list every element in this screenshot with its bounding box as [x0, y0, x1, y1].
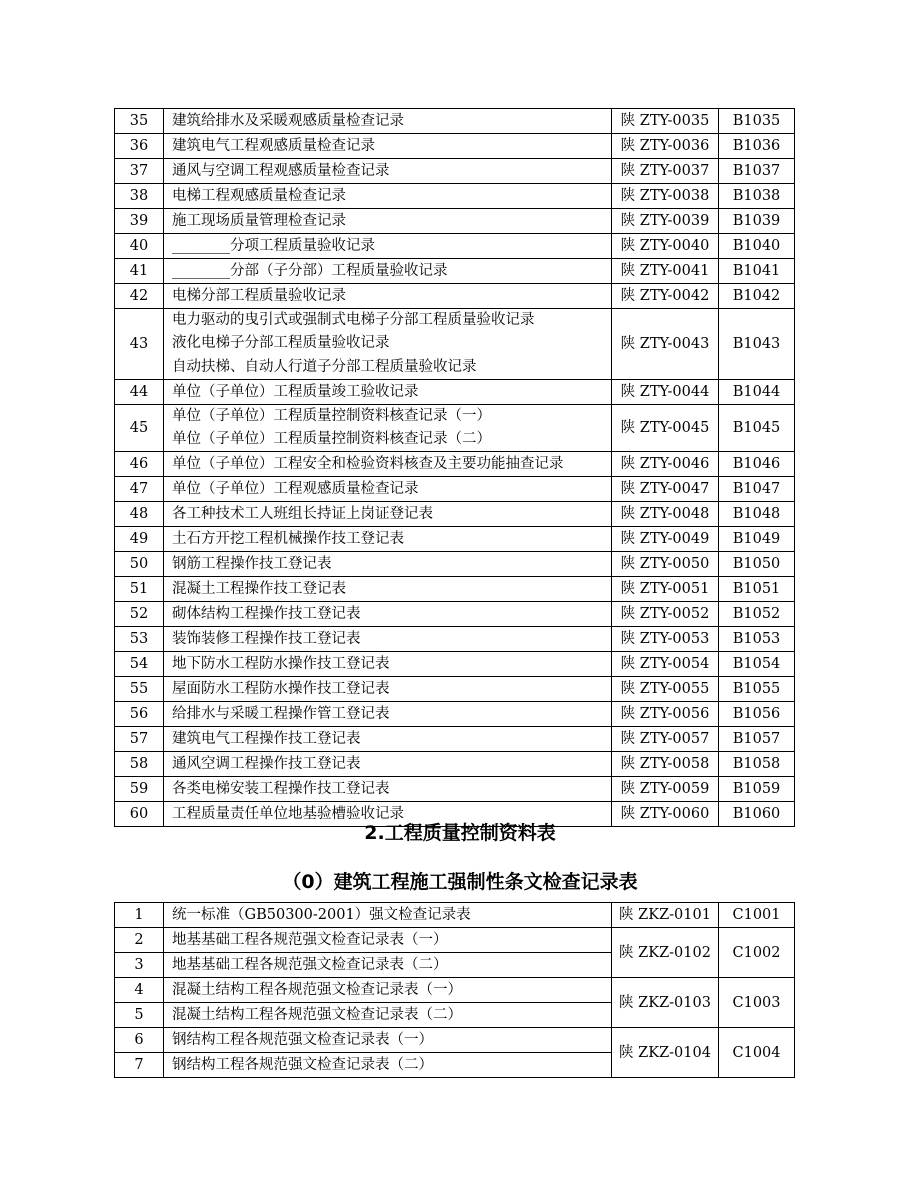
record-title — [164, 309, 612, 380]
table-row — [115, 702, 795, 727]
record-title: 地基基础工程各规范强文检查记录表（二） — [164, 953, 612, 978]
form-code: 陕 ZTY-0052 — [612, 602, 719, 627]
form-code: 陕 ZKZ-0102 — [612, 928, 719, 978]
row-number: 47 — [115, 477, 164, 502]
row-number: 41 — [115, 259, 164, 284]
row-number: 40 — [115, 234, 164, 259]
row-number: 6 — [115, 1028, 164, 1053]
reference-code: B1057 — [719, 727, 795, 752]
form-code: 陕 ZTY-0038 — [612, 184, 719, 209]
record-title-line: 单位（子单位）工程质量竣工验收记录 — [172, 383, 419, 400]
reference-code: B1047 — [719, 477, 795, 502]
record-title-line: 电力驱动的曳引式或强制式电梯子分部工程质量验收记录 — [172, 312, 535, 328]
row-number: 46 — [115, 452, 164, 477]
row-number: 1 — [115, 903, 164, 928]
table-row — [115, 184, 795, 209]
form-code: 陕 ZTY-0041 — [612, 259, 719, 284]
table-row — [115, 752, 795, 777]
table-row — [115, 379, 795, 404]
form-code: 陕 ZTY-0042 — [612, 284, 719, 309]
table-row — [115, 928, 795, 953]
table-row — [115, 903, 795, 928]
form-code: 陕 ZTY-0059 — [612, 777, 719, 802]
table-row — [115, 259, 795, 284]
table-row — [115, 527, 795, 552]
reference-code: B1036 — [719, 134, 795, 159]
form-code: 陕 ZTY-0039 — [612, 209, 719, 234]
record-title-line: 单位（子单位）工程质量控制资料核查记录（二） — [172, 431, 491, 448]
row-number: 44 — [115, 379, 164, 404]
table-row — [115, 552, 795, 577]
table-row — [115, 309, 795, 380]
form-code: 陕 ZTY-0058 — [612, 752, 719, 777]
reference-code: B1044 — [719, 379, 795, 404]
record-title — [164, 134, 612, 159]
record-title-line: 建筑电气工程操作技工登记表 — [172, 731, 361, 748]
record-title-line: ________分部（子分部）工程质量验收记录 — [172, 263, 448, 279]
form-code: 陕 ZKZ-0104 — [612, 1028, 719, 1078]
record-title-line: 屋面防水工程防水操作技工登记表 — [172, 681, 390, 698]
record-title-line: 液化电梯子分部工程质量验收记录 — [172, 335, 390, 352]
row-number: 39 — [115, 209, 164, 234]
record-title — [164, 677, 612, 702]
record-title — [164, 727, 612, 752]
row-number: 49 — [115, 527, 164, 552]
record-title-line: 钢筋工程操作技工登记表 — [172, 556, 332, 573]
record-title-line: 单位（子单位）工程观感质量检查记录 — [172, 481, 419, 498]
reference-code: B1048 — [719, 502, 795, 527]
reference-code: B1049 — [719, 527, 795, 552]
row-number: 54 — [115, 652, 164, 677]
table-row — [115, 602, 795, 627]
form-code: 陕 ZKZ-0101 — [612, 903, 719, 928]
reference-code: B1060 — [719, 802, 795, 827]
reference-code: B1050 — [719, 552, 795, 577]
records-table-b — [114, 108, 795, 827]
form-code: 陕 ZTY-0047 — [612, 477, 719, 502]
record-title-line: 电梯工程观感质量检查记录 — [172, 188, 346, 204]
form-code: 陕 ZTY-0050 — [612, 552, 719, 577]
form-code: 陕 ZTY-0054 — [612, 652, 719, 677]
form-code: 陕 ZTY-0056 — [612, 702, 719, 727]
record-title — [164, 702, 612, 727]
reference-code: B1054 — [719, 652, 795, 677]
record-title: 地基基础工程各规范强文检查记录表（一） — [164, 928, 612, 953]
table-row — [115, 577, 795, 602]
reference-code: B1056 — [719, 702, 795, 727]
record-title: 统一标准（GB50300-2001）强文检查记录表 — [164, 903, 612, 928]
table-row — [115, 134, 795, 159]
row-number: 52 — [115, 602, 164, 627]
section-heading: 2.工程质量控制资料表 — [364, 822, 556, 844]
reference-code: C1004 — [719, 1028, 795, 1078]
reference-code: B1037 — [719, 159, 795, 184]
reference-code: B1052 — [719, 602, 795, 627]
reference-code: B1039 — [719, 209, 795, 234]
record-title-line: 通风空调工程操作技工登记表 — [172, 756, 361, 773]
reference-code: B1059 — [719, 777, 795, 802]
table-row — [115, 677, 795, 702]
table-row — [115, 627, 795, 652]
row-number: 36 — [115, 134, 164, 159]
record-title — [164, 159, 612, 184]
record-title — [164, 552, 612, 577]
record-title — [164, 752, 612, 777]
records-table-c — [114, 902, 795, 1078]
record-title-line: 给排水与采暖工程操作管工登记表 — [172, 706, 390, 723]
record-title — [164, 477, 612, 502]
record-title-line: 地下防水工程防水操作技工登记表 — [172, 656, 390, 673]
form-code: 陕 ZTY-0044 — [612, 379, 719, 404]
record-title — [164, 652, 612, 677]
reference-code: B1058 — [719, 752, 795, 777]
record-title — [164, 404, 612, 452]
reference-code: B1035 — [719, 109, 795, 134]
table-row — [115, 404, 795, 452]
form-code: 陕 ZTY-0040 — [612, 234, 719, 259]
row-number: 58 — [115, 752, 164, 777]
row-number: 51 — [115, 577, 164, 602]
table-row — [115, 209, 795, 234]
record-title-line: 通风与空调工程观感质量检查记录 — [172, 163, 390, 179]
record-title: 钢结构工程各规范强文检查记录表（一） — [164, 1028, 612, 1053]
record-title: 混凝土结构工程各规范强文检查记录表（一） — [164, 978, 612, 1003]
record-title — [164, 234, 612, 259]
form-code: 陕 ZTY-0053 — [612, 627, 719, 652]
row-number: 3 — [115, 953, 164, 978]
row-number: 48 — [115, 502, 164, 527]
reference-code: B1041 — [719, 259, 795, 284]
form-code: 陕 ZTY-0048 — [612, 502, 719, 527]
row-number: 5 — [115, 1003, 164, 1028]
record-title-line: 各工种技术工人班组长持证上岗证登记表 — [172, 506, 433, 523]
reference-code: B1045 — [719, 404, 795, 452]
row-number: 57 — [115, 727, 164, 752]
reference-code: B1046 — [719, 452, 795, 477]
reference-code: C1002 — [719, 928, 795, 978]
row-number: 7 — [115, 1053, 164, 1078]
row-number: 38 — [115, 184, 164, 209]
form-code: 陕 ZKZ-0103 — [612, 978, 719, 1028]
record-title-line: 装饰装修工程操作技工登记表 — [172, 631, 361, 648]
record-title: 钢结构工程各规范强文检查记录表（二） — [164, 1053, 612, 1078]
table-row — [115, 109, 795, 134]
table-row — [115, 159, 795, 184]
record-title: 混凝土结构工程各规范强文检查记录表（二） — [164, 1003, 612, 1028]
record-title-line: 单位（子单位）工程质量控制资料核查记录（一） — [172, 407, 491, 424]
record-title-line: 自动扶梯、自动人行道子分部工程质量验收记录 — [172, 358, 477, 375]
table-row — [115, 652, 795, 677]
record-title-line: 工程质量责任单位地基验槽验收记录 — [172, 806, 404, 823]
form-code: 陕 ZTY-0045 — [612, 404, 719, 452]
record-title-line: ________分项工程质量验收记录 — [172, 238, 375, 254]
table-row — [115, 234, 795, 259]
record-title — [164, 627, 612, 652]
record-title-line: 砌体结构工程操作技工登记表 — [172, 606, 361, 623]
table-row — [115, 978, 795, 1003]
reference-code: B1053 — [719, 627, 795, 652]
row-number: 2 — [115, 928, 164, 953]
form-code: 陕 ZTY-0055 — [612, 677, 719, 702]
record-title — [164, 184, 612, 209]
reference-code: B1040 — [719, 234, 795, 259]
record-title — [164, 577, 612, 602]
table-row — [115, 452, 795, 477]
row-number: 56 — [115, 702, 164, 727]
table-row — [115, 777, 795, 802]
reference-code: B1038 — [719, 184, 795, 209]
row-number: 60 — [115, 802, 164, 827]
table-row — [115, 1028, 795, 1053]
record-title — [164, 527, 612, 552]
subsection-heading: （0）建筑工程施工强制性条文检查记录表 — [282, 871, 638, 893]
record-title-line: 各类电梯安装工程操作技工登记表 — [172, 781, 390, 798]
row-number: 4 — [115, 978, 164, 1003]
row-number: 45 — [115, 404, 164, 452]
record-title — [164, 502, 612, 527]
record-title — [164, 602, 612, 627]
reference-code: B1055 — [719, 677, 795, 702]
reference-code: B1051 — [719, 577, 795, 602]
form-code: 陕 ZTY-0043 — [612, 309, 719, 380]
reference-code: B1043 — [719, 309, 795, 380]
row-number: 53 — [115, 627, 164, 652]
table-row — [115, 727, 795, 752]
record-title — [164, 777, 612, 802]
form-code: 陕 ZTY-0049 — [612, 527, 719, 552]
record-title-line: 单位（子单位）工程安全和检验资料核查及主要功能抽查记录 — [172, 456, 564, 473]
row-number: 43 — [115, 309, 164, 380]
record-title-line: 土石方开挖工程机械操作技工登记表 — [172, 531, 404, 548]
form-code: 陕 ZTY-0037 — [612, 159, 719, 184]
record-title — [164, 379, 612, 404]
record-title — [164, 209, 612, 234]
record-title — [164, 259, 612, 284]
row-number: 55 — [115, 677, 164, 702]
row-number: 35 — [115, 109, 164, 134]
record-title — [164, 452, 612, 477]
record-title-line: 建筑给排水及采暖观感质量检查记录 — [172, 113, 404, 129]
form-code: 陕 ZTY-0051 — [612, 577, 719, 602]
table-row — [115, 284, 795, 309]
record-title-line: 混凝土工程操作技工登记表 — [172, 581, 346, 598]
row-number: 42 — [115, 284, 164, 309]
form-code: 陕 ZTY-0060 — [612, 802, 719, 827]
row-number: 59 — [115, 777, 164, 802]
record-title-line: 电梯分部工程质量验收记录 — [172, 288, 346, 304]
row-number: 37 — [115, 159, 164, 184]
table-row — [115, 477, 795, 502]
form-code: 陕 ZTY-0057 — [612, 727, 719, 752]
form-code: 陕 ZTY-0035 — [612, 109, 719, 134]
form-code: 陕 ZTY-0036 — [612, 134, 719, 159]
reference-code: B1042 — [719, 284, 795, 309]
reference-code: C1003 — [719, 978, 795, 1028]
form-code: 陕 ZTY-0046 — [612, 452, 719, 477]
table-row — [115, 502, 795, 527]
reference-code: C1001 — [719, 903, 795, 928]
row-number: 50 — [115, 552, 164, 577]
record-title-line: 建筑电气工程观感质量检查记录 — [172, 138, 375, 154]
record-title — [164, 109, 612, 134]
record-title-line: 施工现场质量管理检查记录 — [172, 213, 346, 229]
record-title — [164, 284, 612, 309]
